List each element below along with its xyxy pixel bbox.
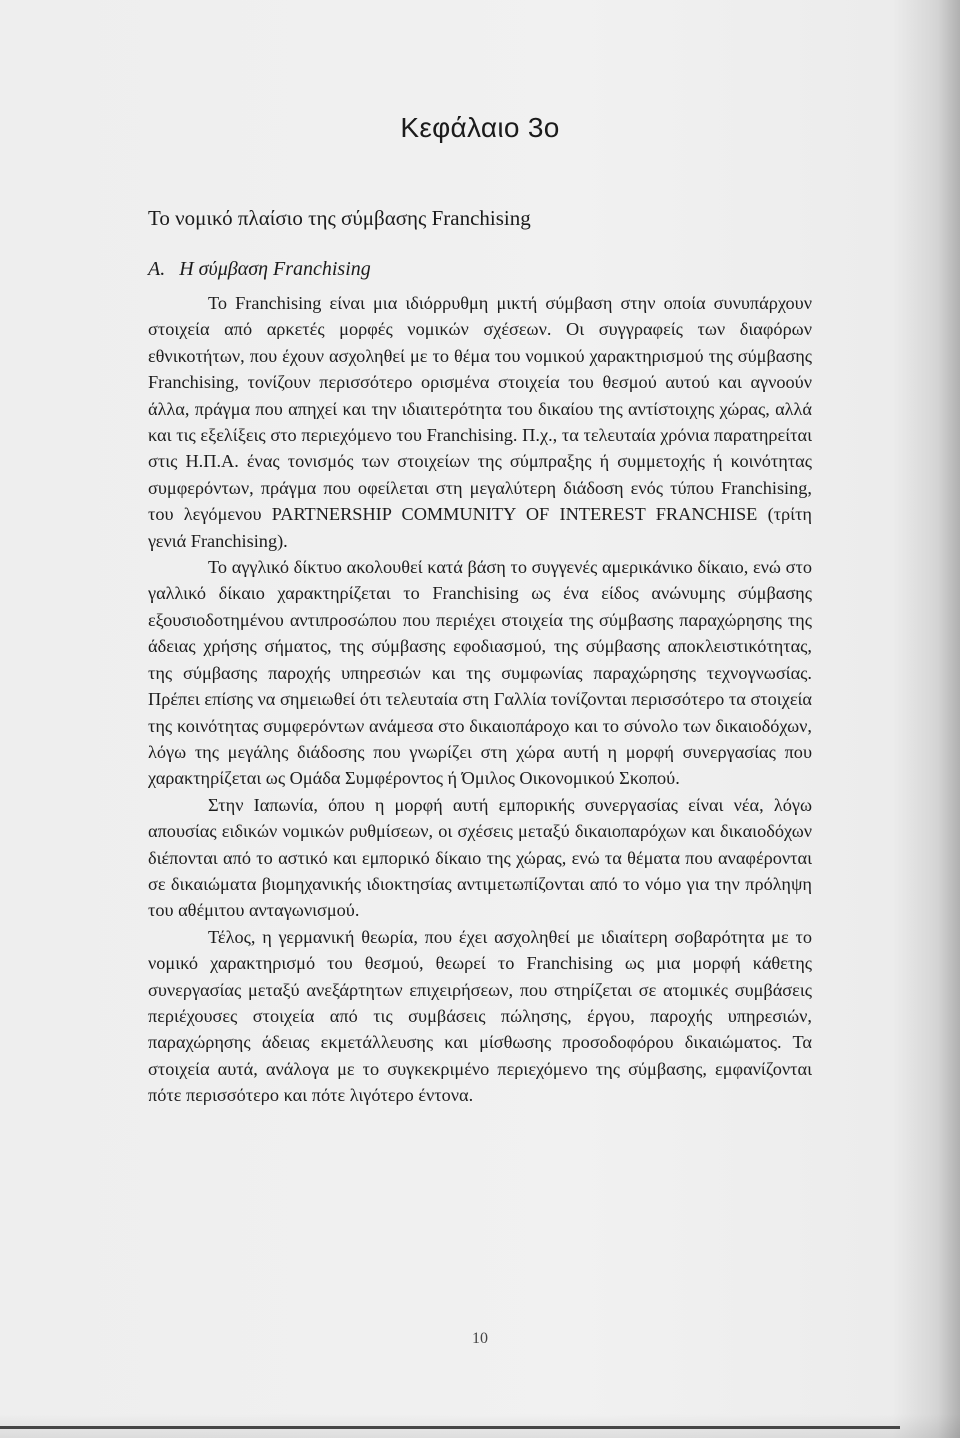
body-text — [148, 290, 812, 1109]
subsection-title: Η σύμβαση Franchising — [179, 258, 371, 280]
paragraph: Τέλος, η γερμανική θεωρία, που έχει ασχοληθεί με ιδιαίτερη σοβαρότητα με το νομικό χαρακτηρισμό του θεσμού, θεωρεί το Franchising ως μια μορφή κάθετης συνεργασίας μεταξύ ανεξάρτητων επιχειρήσεων, που στηρίζεται σε ατομικές συμβάσεις περιέχουσες στοιχεία από τις συμβάσεις πώλησης, έργου, παροχής υπηρεσιών, παραχώρησης άδειας εκμετάλλευσης και μίσθωσης προσοδοφόρου δικαιώματος. Τα στοιχεία αυτά, ανάλογα με το συγκεκριμένο περιεχόμενο της σύμβασης, εμφανίζονται πότε περισσότερο και πότε λιγότερο έντονα. — [148, 926, 812, 1106]
paragraph: Το αγγλικό δίκτυο ακολουθεί κατά βάση το συγγενές αμερικάνικο δίκαιο, ενώ στο γαλλικό δίκαιο χαρακτηρίζεται το Franchising ως ένα είδος ανώνυμης σύμβασης εξουσιοδοτημένου αντιπροσώπου που περιέχει στοιχεία της σύμβασης παραχώρησης της άδειας χρήσης σήματος, της σύμβασης εφοδιασμού, της σύμβασης αποκλειστικότητας, της σύμβασης παροχής υπηρεσιών και της συμφωνίας παραχώρησης τεχνογνωσίας. Πρέπει επίσης να σημειωθεί ότι τελευταία στη Γαλλία τονίζονται περισσότερο τα στοιχεία της κοινότητας συμφερόντων ανάμεσα στο δικαιοπάροχο και το σύνολο των δικαιοδόχων, λόγω της μεγάλης διάδοσης που γνωρίζει στη χώρα αυτή η μορφή συνεργασίας που χαρακτηρίζεται ως Ομάδα Συμφέροντος ή Όμιλος Οικονομικού Σκοπού. — [148, 557, 812, 789]
scan-bottom-rule — [0, 1426, 900, 1429]
chapter-title: Κεφάλαιο 3ο — [400, 112, 560, 143]
paragraph: Στην Ιαπωνία, όπου η μορφή αυτή εμπορικής συνεργασίας είναι νέα, λόγω απουσίας ειδικών νομικών ρυθμίσεων, οι σχέσεις μεταξύ δικαιοπαρόχων και δικαιοδόχων διέπονται από το αστικό και εμπορικό δίκαιο της χώρας, ενώ τα θέματα που αναφέρονται σε δικαιώματα βιομηχανικής ιδιοκτησίας αντιμετωπίζονται από το νόμο για την πρόληψη του αθέμιτου ανταγωνισμού. — [148, 794, 812, 921]
section-title: Το νομικό πλαίσιο της σύμβασης Franchising — [148, 206, 531, 230]
subsection-letter: Α. — [148, 258, 166, 280]
paragraph: Το Franchising είναι μια ιδιόρρυθμη μικτή σύμβαση στην οποία συνυπάρχουν στοιχεία από αρκετές μορφές νομικών σχέσεων. Οι συγγραφείς των διαφόρων εθνικοτήτων, που έχουν ασχοληθεί με το θέμα του νομικού χαρακτηρισμού της σύμβασης Franchising, τονίζουν περισσότερο ορισμένα στοιχεία του θεσμού αυτού και αγνοούν άλλα, πράγμα που απηχεί και την ιδιαιτερότητα του δικαίου της αντίστοιχης χώρας, αλλά και τις εξελίξεις στο περιεχόμενο του Franchising. Π.χ., τα τελευταία χρόνια παρατηρείται στις Η.Π.Α. ένας τονισμός των στοιχείων της σύμπραξης ή συμμετοχής ή κοινότητας συμφερόντων, πράγμα που οφείλεται στη μεγαλύτερη διάδοση ενός τύπου Franchising, του λεγόμενου PARTNERSHIP COMMUNITY OF INTEREST FRANCHISE (τρίτη γενιά Franchising). — [148, 293, 812, 551]
subsection-heading — [148, 258, 371, 281]
page-number: 10 — [472, 1330, 488, 1347]
page-edge-shadow — [938, 0, 960, 1438]
